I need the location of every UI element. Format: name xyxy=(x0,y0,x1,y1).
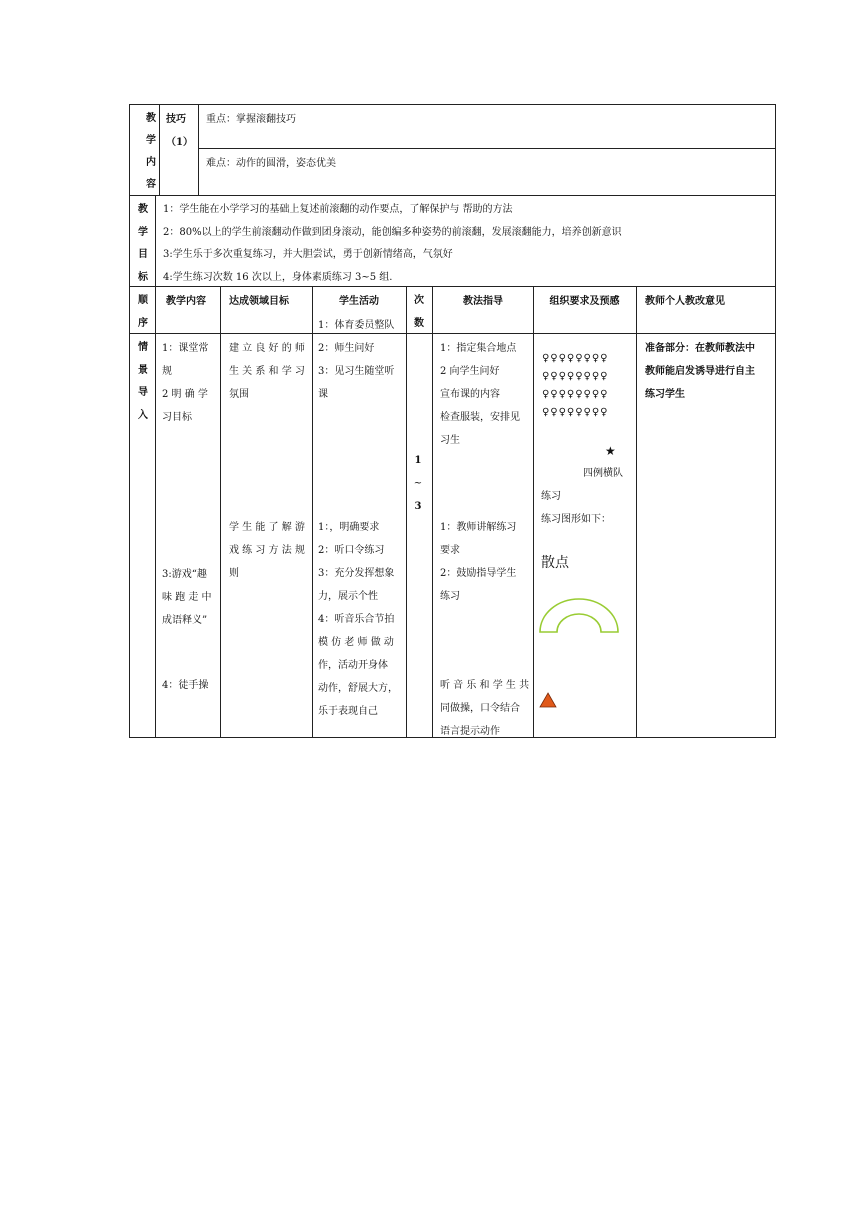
content-line: 成语释义” xyxy=(162,615,208,626)
stage-char: 景 xyxy=(138,364,148,376)
header-count xyxy=(412,290,426,335)
content-line: 3:游戏“趣 xyxy=(162,569,207,580)
row1-label-char: 教 xyxy=(146,113,156,124)
goal-item: 1：学生能在小学学习的基础上复述前滚翻的动作要点，了解保护与 帮助的方法 xyxy=(163,204,513,215)
goal-block-b xyxy=(229,516,305,585)
formation-label-1: 四例横队 xyxy=(583,468,623,479)
row1-label xyxy=(144,108,158,196)
activity-line: 力，展示个性 xyxy=(318,591,378,602)
difficulty: 难点：动作的圆滑，姿态优美 xyxy=(206,158,336,169)
stage-char: 入 xyxy=(138,409,148,421)
method-line: 练习 xyxy=(440,591,460,602)
header-order-char: 序 xyxy=(138,317,148,329)
header-goal: 达成领域目标 xyxy=(229,296,289,307)
header-activity: 学生活动 xyxy=(339,296,379,307)
table-border-top xyxy=(129,104,775,105)
header-content: 教学内容 xyxy=(166,296,206,307)
header-count-char: 数 xyxy=(414,317,424,329)
method-line: 要求 xyxy=(440,545,460,556)
activity-line: 模 仿 老 师 做 动 xyxy=(318,637,394,648)
col-goal-right xyxy=(312,286,313,738)
stage-char: 情 xyxy=(138,342,148,353)
opinion-line: 练习学生 xyxy=(645,389,685,400)
goal-item: 2：80%以上的学生前滚翻动作做到团身滚动，能创编多种姿势的前滚翻，发展滚翻能力，培养创新意识 xyxy=(163,226,622,238)
count-char: 3 xyxy=(414,501,422,512)
key-point: 重点：掌握滚翻技巧 xyxy=(206,114,296,125)
col-count-right xyxy=(432,286,433,738)
content-line: 1：课堂常 xyxy=(162,343,209,354)
content-line: 规 xyxy=(162,366,172,377)
content-block-b xyxy=(162,563,212,632)
formation-grid xyxy=(542,350,608,422)
col-org-right xyxy=(636,286,637,738)
method-block-a xyxy=(440,337,520,452)
activity-line: 3：充分发挥想象 xyxy=(318,568,395,579)
activity-line: 作，活动开身体 xyxy=(318,660,388,671)
goal-line: 氛围 xyxy=(229,389,249,400)
goal-item: 3:学生乐于多次重复练习，并大胆尝试，勇于创新情绪高，气氛好 xyxy=(163,249,453,260)
row2-label-char: 学 xyxy=(138,226,148,238)
goal-line: 戏 练 习 方 法 规 xyxy=(229,545,305,556)
method-line: 宣布课的内容 xyxy=(440,389,500,400)
formation-row: ♀♀♀♀♀♀♀♀ xyxy=(542,371,609,382)
goal-item: 4:学生练习次数 16 次以上，身体素质练习 3~5 组. xyxy=(163,271,393,283)
count-char: 1 xyxy=(414,455,422,466)
table-border-right xyxy=(775,104,776,738)
row1-bottom xyxy=(129,195,775,196)
count-char: ~ xyxy=(413,478,423,489)
row2-label-char: 目 xyxy=(138,249,148,260)
method-block-c xyxy=(440,674,529,743)
opinion-block xyxy=(645,337,755,406)
opinion-line: 教师能启发诱导进行自主 xyxy=(645,366,755,377)
activity-line: 2：听口令练习 xyxy=(318,545,385,556)
method-block-b xyxy=(440,516,516,608)
activity-line: 动作，舒展大方， xyxy=(318,683,398,694)
method-line: 2：鼓励指导学生 xyxy=(440,568,517,579)
content-block-c: 4：徒手操 xyxy=(162,680,209,691)
goal-line: 学 生 能 了 解 游 xyxy=(229,522,305,533)
activity-line: 乐于表现自己 xyxy=(318,706,378,717)
method-line: 检查服装，安排见 xyxy=(440,412,520,423)
arch-shape xyxy=(540,599,618,632)
method-line: 1：指定集合地点 xyxy=(440,343,517,354)
row1-col-b xyxy=(198,104,199,196)
header-order xyxy=(136,290,150,335)
teacher-star-icon: ★ xyxy=(605,444,616,458)
goal-line: 生 关 系 和 学 习 xyxy=(229,366,305,377)
stage-label xyxy=(136,337,150,427)
col-activity-right xyxy=(406,286,407,738)
count-range xyxy=(411,449,425,518)
activity-line: 2：师生问好 xyxy=(318,343,375,354)
header-opinion: 教师个人教改意见 xyxy=(645,296,725,307)
goals-list xyxy=(163,199,622,289)
arch-diagram xyxy=(537,596,621,636)
method-line: 听 音 乐 和 学 生 共 xyxy=(440,680,530,691)
formation-row: ♀♀♀♀♀♀♀♀ xyxy=(542,389,609,400)
scatter-label: 散点 xyxy=(541,555,569,571)
header-method: 教法指导 xyxy=(463,296,503,307)
row1-col-a xyxy=(159,104,160,196)
topic-line1: 技巧 xyxy=(166,114,186,125)
content-line: 2 明 确 学 xyxy=(162,389,208,400)
col-method-right xyxy=(533,286,534,738)
activity-block-b xyxy=(318,516,398,723)
row1-label-char: 内 xyxy=(146,157,156,168)
diagram-caption: 练习图形如下： xyxy=(541,514,611,525)
content-block-a xyxy=(162,337,208,429)
goal-block-a xyxy=(229,337,305,406)
topic-line2: （1） xyxy=(166,137,193,148)
opinion-line: 准备部分：在教师教法中 xyxy=(645,343,755,354)
warning-triangle-icon xyxy=(539,692,557,708)
activity-block-a xyxy=(318,314,394,406)
row1-label-char: 容 xyxy=(146,179,156,190)
row1-label-char: 学 xyxy=(146,135,156,146)
method-line: 2 向学生问好 xyxy=(440,366,500,377)
header-bottom xyxy=(129,333,775,334)
formation-label-2: 练习 xyxy=(541,491,561,502)
activity-line: 4：听音乐合节拍 xyxy=(318,614,395,625)
table-border-left xyxy=(129,104,130,738)
method-line: 1：教师讲解练习 xyxy=(440,522,517,533)
method-line: 同做操，口令结合 xyxy=(440,703,520,714)
method-line: 语言提示动作 xyxy=(440,726,500,737)
header-count-char: 次 xyxy=(414,295,424,306)
activity-line: 3：见习生随堂听 xyxy=(318,366,395,377)
activity-line: 1：体育委员整队 xyxy=(318,320,395,331)
formation-row: ♀♀♀♀♀♀♀♀ xyxy=(542,353,609,364)
formation-row: ♀♀♀♀♀♀♀♀ xyxy=(542,407,609,418)
goal-line: 则 xyxy=(229,568,239,579)
stage-char: 导 xyxy=(138,387,148,398)
row1-divider xyxy=(198,148,775,149)
col-content-right xyxy=(220,286,221,738)
activity-line: 1：，明确要求 xyxy=(318,522,380,533)
content-line: 味 跑 走 中 xyxy=(162,592,212,603)
row2-label-char: 教 xyxy=(138,204,148,215)
col-order-right xyxy=(155,195,156,738)
method-line: 习生 xyxy=(440,435,460,446)
header-order-char: 顺 xyxy=(138,295,148,306)
activity-line: 课 xyxy=(318,389,328,400)
header-org: 组织要求及预感 xyxy=(549,296,620,307)
goal-line: 建 立 良 好 的 师 xyxy=(229,343,305,354)
content-line: 习目标 xyxy=(162,412,192,423)
row2-label xyxy=(136,199,150,289)
row2-label-char: 标 xyxy=(138,271,148,283)
